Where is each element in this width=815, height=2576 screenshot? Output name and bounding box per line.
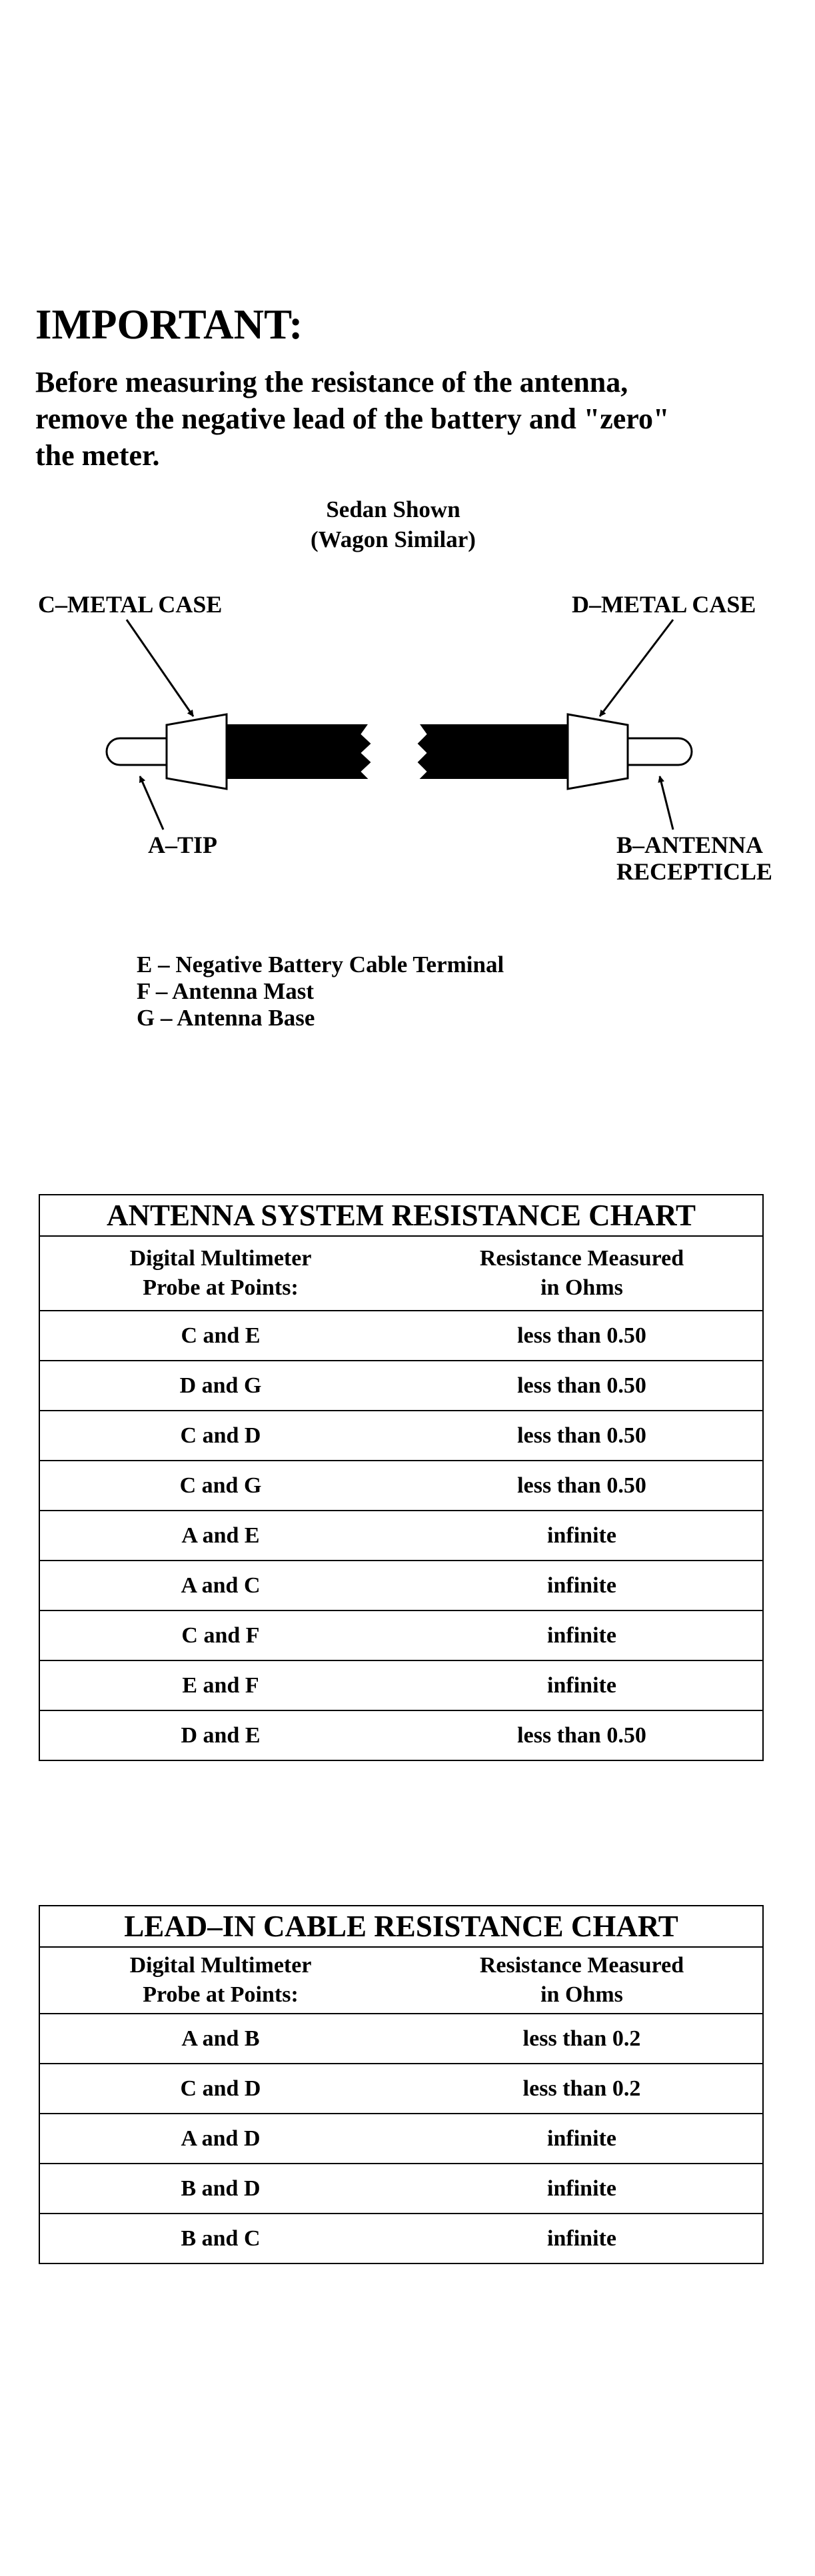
table-row: [39, 2214, 763, 2263]
table-row: [39, 1461, 763, 1511]
header-line: Digital Multimeter: [129, 1953, 312, 1978]
left-cable: [227, 725, 370, 778]
label-d-metal-case: D–METAL CASE: [572, 591, 756, 618]
probe-points-cell: D and E: [39, 1710, 401, 1760]
label-b-line: B–ANTENNA: [616, 832, 764, 858]
table-row: [39, 1660, 763, 1710]
column-header-resistance: [401, 1947, 763, 2014]
antenna-cable-diagram: [0, 0, 815, 933]
diagram-legend: [137, 952, 504, 1031]
probe-points-cell: B and C: [39, 2214, 401, 2263]
left-tip: [107, 738, 167, 765]
lead-in-cable-resistance-table: [39, 1905, 764, 2264]
caption-line: Sedan Shown: [326, 496, 460, 522]
label-b-line: RECEPTICLE: [616, 858, 773, 885]
important-heading: IMPORTANT:: [35, 301, 303, 348]
antenna-system-resistance-table: [39, 1194, 764, 1761]
column-header-probe: [39, 1947, 401, 2014]
legend-item: G – Antenna Base: [137, 1005, 315, 1031]
left-metal-case: [167, 714, 227, 789]
column-header-resistance: [401, 1236, 763, 1311]
header-line: Probe at Points:: [143, 1275, 299, 1300]
caption-line: (Wagon Similar): [311, 526, 476, 552]
probe-points-cell: C and D: [39, 2064, 401, 2114]
probe-points-cell: A and E: [39, 1511, 401, 1561]
probe-points-cell: C and F: [39, 1610, 401, 1660]
resistance-cell: less than 0.50: [401, 1361, 763, 1411]
instruction-line: Before measuring the resistance of the antenna,: [35, 366, 628, 398]
resistance-cell: less than 0.50: [401, 1710, 763, 1760]
probe-points-cell: B and D: [39, 2164, 401, 2214]
resistance-cell: infinite: [401, 1561, 763, 1610]
resistance-cell: less than 0.2: [401, 2064, 763, 2114]
resistance-cell: infinite: [401, 2164, 763, 2214]
resistance-cell: infinite: [401, 1660, 763, 1710]
resistance-cell: less than 0.50: [401, 1411, 763, 1461]
table-row: [39, 1610, 763, 1660]
table-row: [39, 2064, 763, 2114]
arrow-c: [127, 620, 193, 716]
resistance-cell: infinite: [401, 1511, 763, 1561]
table-header-row: [39, 1947, 763, 2014]
table-header-row: [39, 1236, 763, 1311]
resistance-cell: infinite: [401, 2114, 763, 2164]
table-row: [39, 1411, 763, 1461]
probe-points-cell: A and D: [39, 2114, 401, 2164]
resistance-cell: less than 0.50: [401, 1311, 763, 1361]
right-cable: [418, 725, 568, 778]
probe-points-cell: D and G: [39, 1361, 401, 1411]
table-title: LEAD–IN CABLE RESISTANCE CHART: [39, 1906, 763, 1947]
table-row: [39, 1311, 763, 1361]
label-c-metal-case: C–METAL CASE: [38, 591, 223, 618]
arrow-b: [660, 776, 673, 830]
table-title: ANTENNA SYSTEM RESISTANCE CHART: [39, 1195, 763, 1236]
header-line: Resistance Measured: [479, 1246, 684, 1271]
table-row: [39, 1710, 763, 1760]
header-line: Digital Multimeter: [129, 1246, 312, 1271]
legend-item: E – Negative Battery Cable Terminal: [137, 952, 504, 977]
legend-item: F – Antenna Mast: [137, 978, 315, 1004]
header-line: in Ohms: [540, 1982, 623, 2007]
right-receptacle: [628, 738, 692, 765]
table-row: [39, 1361, 763, 1411]
probe-points-cell: C and D: [39, 1411, 401, 1461]
label-b-antenna-recepticle: [616, 832, 772, 885]
table-row: [39, 1561, 763, 1610]
probe-points-cell: C and G: [39, 1461, 401, 1511]
header-line: in Ohms: [540, 1275, 623, 1300]
resistance-cell: infinite: [401, 1610, 763, 1660]
table-row: [39, 1511, 763, 1561]
probe-points-cell: A and C: [39, 1561, 401, 1610]
table-row: [39, 2164, 763, 2214]
probe-points-cell: A and B: [39, 2014, 401, 2064]
probe-points-cell: C and E: [39, 1311, 401, 1361]
resistance-cell: less than 0.2: [401, 2014, 763, 2064]
header-line: Resistance Measured: [479, 1953, 684, 1978]
arrow-a: [140, 776, 163, 830]
resistance-cell: infinite: [401, 2214, 763, 2263]
instruction-line: remove the negative lead of the battery and "zero": [35, 402, 670, 435]
right-metal-case: [568, 714, 628, 789]
header-line: Probe at Points:: [143, 1982, 299, 2007]
probe-points-cell: E and F: [39, 1660, 401, 1710]
resistance-cell: less than 0.50: [401, 1461, 763, 1511]
instruction-line: the meter.: [35, 439, 160, 472]
table-row: [39, 2014, 763, 2064]
table-row: [39, 2114, 763, 2164]
label-a-tip: A–TIP: [148, 832, 218, 858]
column-header-probe: [39, 1236, 401, 1311]
arrow-d: [600, 620, 673, 716]
